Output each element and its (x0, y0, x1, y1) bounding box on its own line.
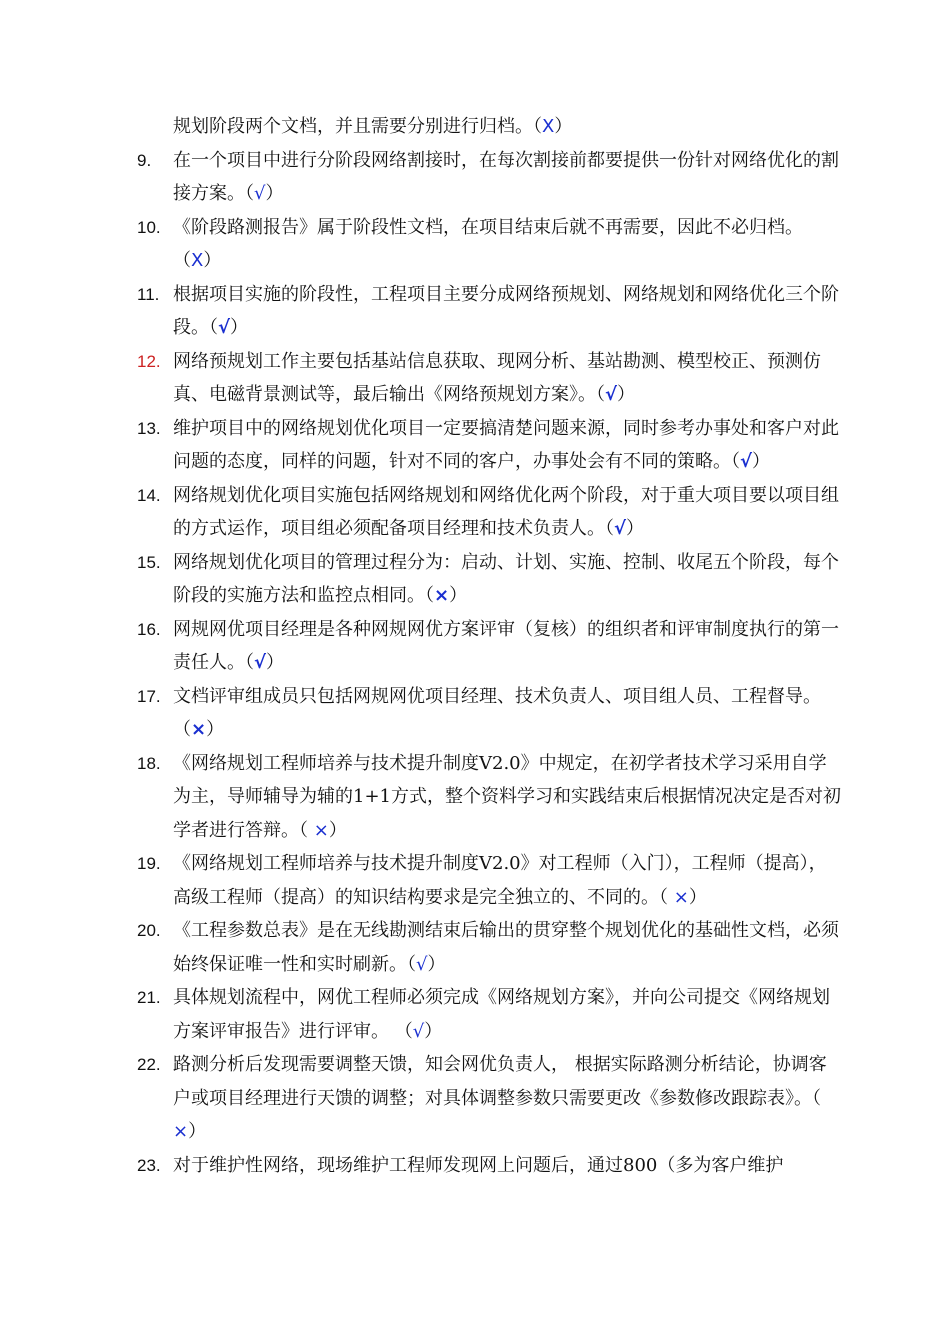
list-item (137, 613, 842, 680)
item-tail: ） (626, 518, 645, 539)
list-item (137, 211, 842, 278)
item-text: 路测分析后发现需要调整天馈，知会网优负责人， 根据实际路测分析结论，协调客户或项目经理进行天馈的调整；对具体调整参数只需要更改《参数修改跟踪表》。（ (173, 1054, 827, 1109)
item-text: 《工程参数总表》是在无线勘测结束后输出的贯穿整个规划优化的基础性文档，必须始终保证唯一性和实时刷新。（ (173, 920, 839, 975)
list-item (137, 1149, 842, 1183)
answer-mark: √ (605, 384, 618, 405)
item-number: 21. (137, 988, 161, 1007)
answer-mark: √ (254, 183, 266, 204)
item-number: 15. (137, 552, 161, 572)
item-number: 18. (137, 753, 161, 773)
list-item (137, 747, 842, 848)
answer-mark: √ (614, 518, 627, 539)
item-number: 11. (137, 284, 160, 304)
item-text: 网络规划优化项目的管理过程分为：启动、计划、实施、控制、收尾五个阶段，每个阶段的实施方法和监控点相同。（ (173, 551, 839, 606)
item-tail: ） (449, 585, 468, 606)
item-text: 《网络规划工程师培养与技术提升制度V2.0》对工程师（入门），工程师（提高），高级工程师（提高）的知识结构要求是完全独立的、不同的。（ (173, 853, 827, 908)
item-text: 在一个项目中进行分阶段网络割接时，在每次割接前都要提供一份针对网络优化的割接方案。（ (173, 149, 839, 204)
item-tail: ） (328, 819, 347, 841)
list-item (137, 144, 842, 211)
item-text: 网络预规划工作主要包括基站信息获取、现网分析、基站勘测、模型校正、预测仿真、电磁背景测试等，最后输出《网络预规划方案》。（ (173, 350, 821, 405)
item-number: 13. (137, 418, 161, 438)
item-number: 12. (137, 351, 161, 371)
answer-mark: √ (218, 317, 231, 338)
list-item (137, 110, 842, 144)
list-item (137, 412, 842, 479)
item-tail: ） (188, 1121, 207, 1142)
answer-mark: × (673, 886, 689, 908)
answer-mark: × (434, 585, 450, 606)
item-text: 网络规划优化项目实施包括网络规划和网络优化两个阶段，对于重大项目要以项目组的方式运作，项目组必须配备项目经理和技术负责人。（ (173, 484, 839, 539)
answer-mark: X (191, 250, 204, 271)
answer-mark: X (542, 116, 555, 137)
item-number: 14. (137, 485, 161, 505)
answer-mark: × (313, 819, 329, 841)
item-tail: ） (554, 116, 573, 137)
answer-mark: √ (416, 953, 428, 975)
list-item (137, 680, 842, 747)
item-tail: ） (424, 1020, 443, 1042)
item-number: 19. (137, 854, 161, 873)
item-tail: ） (230, 317, 249, 338)
answer-mark: √ (740, 451, 753, 472)
item-text: 对于维护性网络，现场维护工程师发现网上问题后，通过800（多为客户维护 (173, 1154, 784, 1176)
item-number: 23. (137, 1155, 161, 1175)
item-text: 规划阶段两个文档，并且需要分别进行归档。（ (173, 116, 542, 137)
item-number: 20. (137, 921, 161, 940)
item-text: 具体规划流程中，网优工程师必须完成《网络规划方案》，并向公司提交《网络规划方案评审报告》进行评审。 （ (173, 987, 830, 1042)
item-tail: ） (427, 953, 446, 975)
item-number: 16. (137, 619, 161, 639)
item-tail: ） (203, 250, 222, 271)
question-list (137, 110, 842, 1182)
answer-mark: √ (254, 652, 267, 673)
item-number: 10. (137, 217, 161, 237)
item-tail: ） (265, 183, 284, 204)
answer-mark: × (173, 1121, 189, 1142)
item-tail: ） (266, 652, 285, 673)
item-text: 网规网优项目经理是各种网规网优方案评审（复核）的组织者和评审制度执行的第一责任人。（ (173, 618, 839, 673)
item-text: 《阶段路测报告》属于阶段性文档，在项目结束后就不再需要，因此不必归档。（ (173, 216, 803, 271)
item-tail: ） (617, 384, 636, 405)
item-text: 根据项目实施的阶段性，工程项目主要分成网络预规划、网络规划和网络优化三个阶段。（ (173, 283, 839, 338)
item-number: 17. (137, 686, 161, 706)
list-item (137, 847, 842, 914)
answer-mark: √ (412, 1020, 425, 1042)
list-item (137, 479, 842, 546)
item-tail: ） (206, 719, 225, 740)
item-text: 维护项目中的网络规划优化项目一定要搞清楚问题来源，同时参考办事处和客户对此问题的态度，同样的问题，针对不同的客户，办事处会有不同的策略。（ (173, 417, 839, 472)
list-item (137, 981, 842, 1048)
item-number: 9. (137, 150, 152, 170)
answer-mark: × (191, 719, 207, 740)
item-tail: ） (752, 451, 771, 472)
list-item (137, 278, 842, 345)
list-item (137, 345, 842, 412)
list-item (137, 1048, 842, 1149)
item-tail: ） (688, 886, 707, 908)
item-number: 22. (137, 1055, 161, 1074)
list-item (137, 546, 842, 613)
list-item (137, 914, 842, 981)
item-text: 文档评审组成员只包括网规网优项目经理、技术负责人、项目组人员、工程督导。（ (173, 685, 821, 740)
item-text: 《网络规划工程师培养与技术提升制度V2.0》中规定，在初学者技术学习采用自学为主，导师辅导为辅的1+1方式，整个资料学习和实践结束后根据情况决定是否对初学者进行答辩。（ (173, 752, 841, 841)
